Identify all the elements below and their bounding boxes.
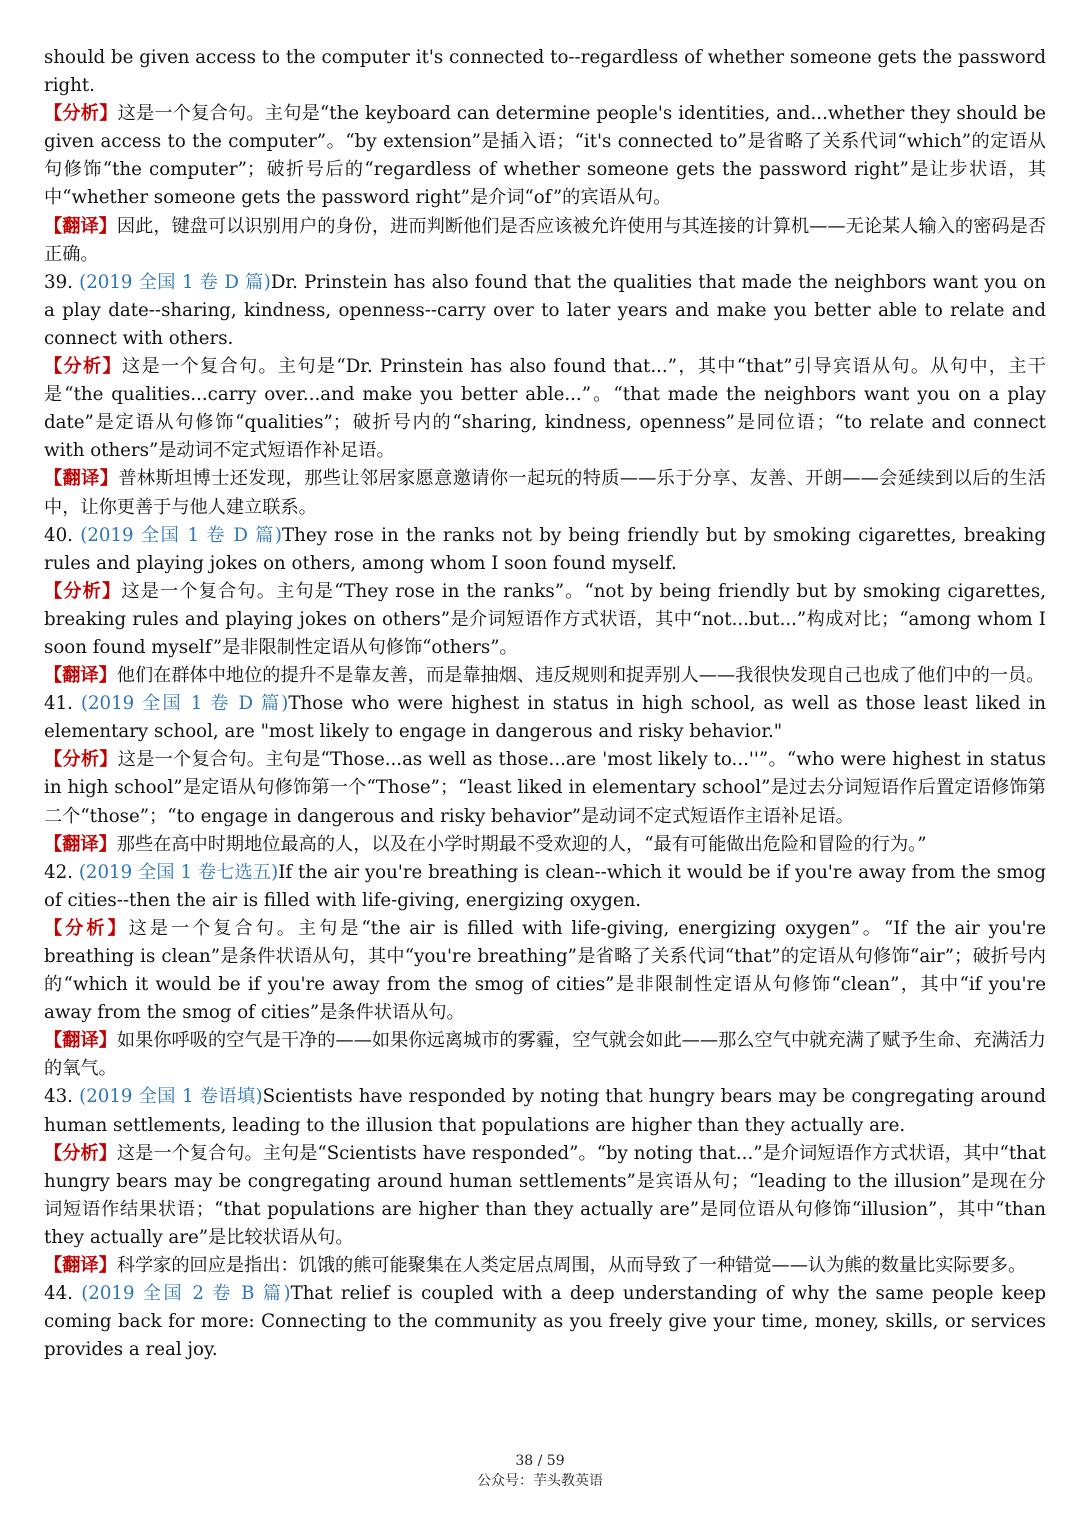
item-source: (2019 全国 1 卷 D 篇) — [80, 693, 289, 715]
translation-paragraph — [44, 1027, 1046, 1083]
item-source: (2019 全国 1 卷 D 篇) — [79, 271, 271, 293]
sentence-item — [44, 690, 1046, 746]
item-number: 39. — [44, 271, 80, 293]
translation-text: 因此，键盘可以识别用户的身份，进而判断他们是否应该被允许使用与其连接的计算机——无论某人输入的密码是否正确。 — [44, 215, 1046, 265]
document-body — [44, 44, 1046, 1364]
analysis-tag: 【分析】 — [44, 1142, 117, 1164]
item-sentence: Dr. Prinstein has also found that the qualities that made the neighbors want you on a play date--sharing, kindness, openness--carry over to later years and make you better able to relate and connect with others. — [44, 271, 1046, 349]
item-number: 44. — [44, 1283, 82, 1305]
translation-tag: 【翻译】 — [44, 468, 119, 490]
item-number: 43. — [44, 1086, 80, 1108]
analysis-paragraph — [44, 100, 1046, 212]
translation-paragraph — [44, 465, 1046, 521]
analysis-text: 这是一个复合句。主句是“Those...as well as those...are 'most likely to...''”。“who were highest in status in high school”是定语从句修饰第一个“Those”；“least liked in elementary school”是过去分词短语作后置定语修饰第二个“those”；“to engage in dangerous and risky behavior”是动词不定式短语作主语补足语。 — [44, 749, 1046, 827]
translation-paragraph — [44, 1252, 1046, 1280]
analysis-tag: 【分析】 — [44, 749, 118, 771]
sentence-item — [44, 269, 1046, 353]
analysis-tag: 【分析】 — [44, 917, 129, 939]
analysis-text: 这是一个复合句。主句是“the keyboard can determine people's identities, and...whether they should be given access to the computer”。“by extension”是插入语；“it's connected to”是省略了关系代词“which”的定语从句修饰“the computer”；破折号后的“regardless of whether someone gets the password right”是让步状语，其中“whether someone gets the password right”是介词“of”的宾语从句。 — [44, 103, 1046, 209]
item-source: (2019 全国 2 卷 B 篇) — [81, 1283, 291, 1305]
translation-paragraph — [44, 831, 1046, 859]
item-sentence: If the air you're breathing is clean--which it would be if you're away from the smog of cities--then the air is filled with life-giving, energizing oxygen. — [44, 861, 1046, 911]
translation-text: 他们在群体中地位的提升不是靠友善，而是靠抽烟、违反规则和捉弄别人——我很快发现自己也成了他们中的一员。 — [116, 665, 1045, 687]
item-number: 42. — [44, 861, 79, 883]
analysis-text: 这是一个复合句。主句是“Dr. Prinstein has also found that...”，其中“that”引导宾语从句。从句中，主干是“the qualities...carry over...and make you better able...”。“that made the neighbors want you on a play date”是定语从句修饰“qualities”；破折号内的“sharing, kindness, openness”是同位语；“to relate and connect with others”是动词不定式短语作补足语。 — [44, 356, 1046, 462]
sentence-item — [44, 1083, 1046, 1139]
item-number: 40. — [44, 524, 81, 546]
analysis-paragraph — [44, 578, 1046, 662]
translation-paragraph — [44, 662, 1046, 690]
account-name: 公众号：芋头教英语 — [477, 1473, 603, 1489]
item-number: 41. — [44, 693, 81, 715]
page-footer — [0, 1451, 1080, 1491]
page-number: 38 / 59 — [515, 1453, 565, 1469]
translation-text: 科学家的回应是指出：饥饿的熊可能聚集在人类定居点周围，从而导致了一种错觉——认为熊的数量比实际要多。 — [116, 1255, 1027, 1277]
item-source: (2019 全国 1 卷七选五) — [78, 861, 279, 883]
analysis-tag: 【分析】 — [44, 580, 122, 602]
intro-line: should be given access to the computer it's connected to--regardless of whether someone gets the password right. — [44, 47, 1046, 97]
item-source: (2019 全国 1 卷 D 篇) — [80, 524, 282, 546]
item-sentence: They rose in the ranks not by being friendly but by smoking cigarettes, breaking rules and playing jokes on others, among whom I soon found myself. — [44, 524, 1046, 574]
translation-paragraph — [44, 213, 1046, 269]
item-sentence: Those who were highest in status in high school, as well as those least liked in elementary school, are "most likely to engage in dangerous and risky behavior." — [44, 693, 1047, 743]
item-sentence: That relief is coupled with a deep understanding of why the same people keep coming back for more: Connecting to the community as you freely give your time, money, skills, or services provides a real joy. — [44, 1283, 1046, 1361]
translation-text: 那些在高中时期地位最高的人，以及在小学时期最不受欢迎的人，“最有可能做出危险和冒险的行为。” — [116, 833, 927, 855]
analysis-text: 这是一个复合句。主句是“the air is filled with life-giving, energizing oxygen”。“If the air you're breathing is clean”是条件状语从句，其中“you're breathing”是省略了关系代词“that”的定语从句修饰“air”；破折号内的“which it would be if you're away from the smog of cities”是非限制性定语从句修饰“clean”，其中“if you're away from the smog of cities”是条件状语从句。 — [44, 917, 1046, 1024]
translation-tag: 【翻译】 — [44, 665, 117, 687]
translation-tag: 【翻译】 — [44, 833, 117, 855]
item-source: (2019 全国 1 卷语填) — [79, 1086, 263, 1108]
analysis-text: 这是一个复合句。主句是“They rose in the ranks”。“not by being friendly but by smoking cigarettes, breaking rules and playing jokes on others”是介词短语作方式状语，其中“not...but...”构成对比；“among whom I soon found myself”是非限制性定语从句修饰“others”。 — [44, 580, 1046, 658]
analysis-paragraph — [44, 915, 1046, 1027]
analysis-tag: 【分析】 — [44, 103, 118, 125]
item-sentence: Scientists have responded by noting that hungry bears may be congregating around human settlements, leading to the illusion that populations are higher than they actually are. — [44, 1086, 1046, 1136]
translation-tag: 【翻译】 — [44, 1255, 117, 1277]
translation-tag: 【翻译】 — [44, 1030, 117, 1052]
translation-text: 如果你呼吸的空气是干净的——如果你远离城市的雾霾，空气就会如此——那么空气中就充满了赋予生命、充满活力的氧气。 — [44, 1030, 1046, 1080]
analysis-paragraph — [44, 353, 1046, 465]
sentence-item — [44, 859, 1046, 915]
translation-tag: 【翻译】 — [44, 215, 117, 237]
analysis-text: 这是一个复合句。主句是“Scientists have responded”。“by noting that...”是介词短语作方式状语，其中“that hungry bears may be congregating around human settlements”是宾语从句；“leading to the illusion”是现在分词短语作结果状语；“that populations are higher than they actually are”是同位语从句修饰“illusion”，其中“than they actually are”是比较状语从句。 — [44, 1142, 1046, 1248]
analysis-paragraph — [44, 746, 1046, 830]
sentence-item — [44, 1280, 1046, 1364]
sentence-item — [44, 522, 1046, 578]
analysis-paragraph — [44, 1140, 1046, 1252]
translation-text: 普林斯坦博士还发现，那些让邻居家愿意邀请你一起玩的特质——乐于分享、友善、开朗——会延续到以后的生活中，让你更善于与他人建立联系。 — [44, 468, 1046, 518]
analysis-tag: 【分析】 — [44, 356, 122, 378]
